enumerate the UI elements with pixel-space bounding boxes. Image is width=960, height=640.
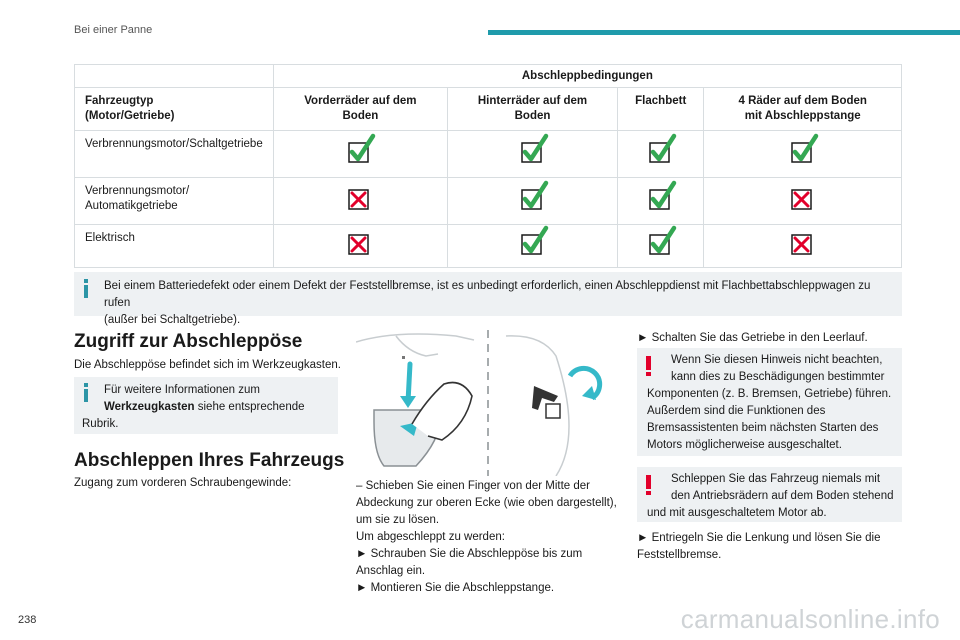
flatbed-notice: Bei einem Batteriedefekt oder einem Defekt der Feststellbremse, ist es unbedingt erforderlich, einen Abschleppdienst mit Flachbettabschleppwagen zu rufen (außer bei Schaltgetriebe). (74, 272, 902, 316)
step-steering-brake: ► Entriegeln Sie die Lenkung und lösen Sie die Feststellbremse. (637, 532, 881, 561)
cross-icon (792, 189, 814, 211)
cross-icon (349, 189, 371, 211)
column-header-four-wheels: 4 Räder auf dem Boden mit Abschleppstange (704, 88, 902, 131)
table-cell (448, 131, 618, 178)
table-cell (704, 225, 902, 268)
cover-removal-drawing (356, 326, 616, 476)
check-icon (792, 142, 814, 164)
table-cell (618, 131, 704, 178)
warning-notice-damage: Wenn Sie diesen Hinweis nicht beachten, kann dies zu Beschädigungen bestimmter Komponenten (z. B. Bremsen, Getriebe) führen. Außerdem sind die Funktionen des Bremsassistenten beim nächsten Starten des Motors möglicherweise ausgeschaltet. (637, 348, 902, 456)
table-row (75, 225, 902, 268)
table-cell (618, 178, 704, 225)
row-label: Elektrisch (75, 225, 274, 268)
table-cell (273, 131, 447, 178)
check-icon (650, 142, 672, 164)
check-icon (650, 234, 672, 256)
column-header-front-wheels: Vorderräder auf dem Boden (273, 88, 447, 131)
towing-conditions-table (74, 64, 902, 268)
warning-icon (646, 475, 652, 495)
towing-eye-text: Die Abschleppöse befindet sich im Werkzeugkasten. (74, 359, 341, 371)
table-group-header: Abschleppbedingungen (273, 65, 901, 88)
section-title-towing-eye: Zugriff zur Abschleppöse (74, 331, 303, 352)
table-cell (704, 131, 902, 178)
cross-icon (349, 234, 371, 256)
warning-notice-drive-wheels: Schleppen Sie das Fahrzeug niemals mit den Antriebsrädern auf dem Boden stehend und mit ausgeschaltetem Motor ab. (637, 467, 902, 522)
check-icon (650, 189, 672, 211)
table-cell (448, 178, 618, 225)
table-row (75, 131, 902, 178)
toolbox-info-notice: Für weitere Informationen zum Werkzeugkasten siehe entsprechende Rubrik. (74, 377, 338, 434)
towing-access-text: Zugang zum vorderen Schraubengewinde: (74, 477, 292, 489)
info-icon (84, 279, 88, 298)
table-corner-cell (75, 65, 274, 88)
row-label: Verbrennungsmotor/ Automatikgetriebe (75, 178, 274, 225)
table-row (75, 178, 902, 225)
check-icon (522, 234, 544, 256)
cross-icon (792, 234, 814, 256)
row-label: Verbrennungsmotor/Schaltgetriebe (75, 131, 274, 178)
watermark: carmanualsonline.info (680, 604, 940, 634)
table-cell (704, 178, 902, 225)
info-icon (84, 383, 88, 402)
column-header-vehicle-type: Fahrzeugtyp (Motor/Getriebe) (75, 88, 274, 131)
towing-eye-cover-illustration (356, 326, 616, 476)
column-header-flatbed: Flachbett (618, 88, 704, 131)
table-cell (618, 225, 704, 268)
check-icon (522, 189, 544, 211)
warning-icon (646, 356, 652, 376)
instructions-middle: – Schieben Sie einen Finger von der Mitte der Abdeckung zur oberen Ecke (wie oben dargestellt), um sie zu lösen. Um abgeschleppt zu werden: ► Schrauben Sie die Abschleppöse bis zum Anschlag ein. ► Montieren Sie die Abschleppstange. (356, 480, 617, 594)
check-icon (522, 142, 544, 164)
table-cell (448, 225, 618, 268)
column-header-rear-wheels: Hinterräder auf dem Boden (448, 88, 618, 131)
header-section-title: Bei einer Panne (74, 24, 153, 36)
step-neutral: ► Schalten Sie das Getriebe in den Leerlauf. (637, 332, 868, 344)
table-cell (273, 225, 447, 268)
section-title-towing: Abschleppen Ihres Fahrzeugs (74, 450, 345, 471)
table-cell (273, 178, 447, 225)
page-number: 238 (18, 614, 37, 626)
header-accent-bar (488, 30, 960, 35)
check-icon (349, 142, 371, 164)
